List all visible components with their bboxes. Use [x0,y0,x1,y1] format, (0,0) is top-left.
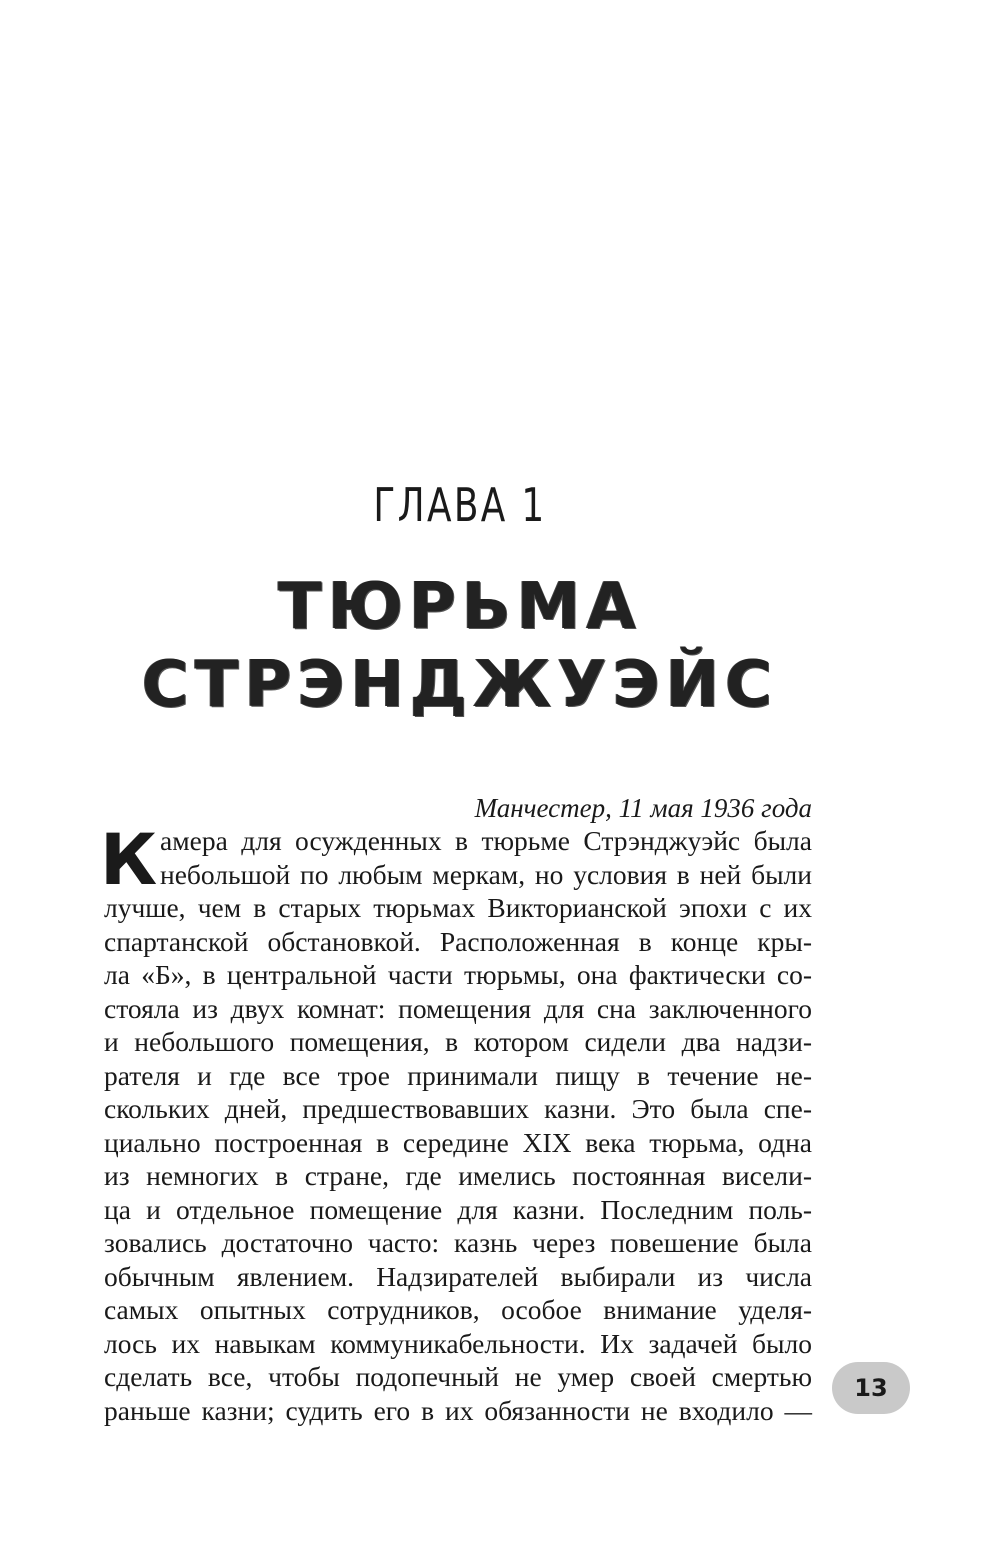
drop-cap: К [100,819,158,901]
text-line: сделать все, чтобы подопечный не умер своей смертью [104,1361,812,1392]
text-line: зовались достаточно часто: казнь через повешение была [104,1227,812,1258]
text-line: амера для осужденных в тюрьме Стрэнджуэйс была [160,825,812,856]
chapter-title-line: СТРЭНДЖУЭЙС [141,648,779,722]
text-line: самых опытных сотрудников, особое внимание уделя- [104,1294,812,1325]
text-line: ца и отдельное помещение для казни. Последним поль- [104,1193,812,1225]
text-line: обычным явлением. Надзирателей выбирали из числа [104,1260,812,1292]
chapter-label: ГЛАВА 1 [373,478,547,532]
text-line: лось их навыкам коммуникабельности. Их задачей было [104,1327,812,1359]
body-paragraph [104,824,812,1427]
dateline: Манчестер, 11 мая 1936 года [474,793,812,823]
text-line: из немногих в стране, где имелись постоянная висели- [104,1160,812,1191]
text-line: циально построенная в середине XIX века тюрьма, одна [104,1126,812,1158]
text-line: лучше, чем в старых тюрьмах Викторианской эпохи с их [104,892,812,923]
page-number: 13 [854,1374,888,1402]
text-line: и небольшого помещения, в котором сидели два надзи- [104,1026,812,1057]
chapter-title [0,568,920,724]
text-line: небольшой по любым меркам, но условия в ней были [160,858,812,890]
text-line: стояла из двух комнат: помещения для сна заключенного [104,992,812,1024]
text-line: ла «Б», в центральной части тюрьмы, она фактически со- [104,959,812,990]
text-line: раньше казни; судить его в их обязанности не входило — [104,1394,812,1426]
text-line: скольких дней, предшествовавших казни. Это была спе- [104,1093,812,1124]
text-line: спартанской обстановкой. Расположенная в конце кры- [104,925,812,957]
text-line: рателя и где все трое принимали пищу в течение не- [104,1059,812,1091]
chapter-title-line: ТЮРЬМА [278,570,642,644]
page-number-badge [832,1362,910,1414]
